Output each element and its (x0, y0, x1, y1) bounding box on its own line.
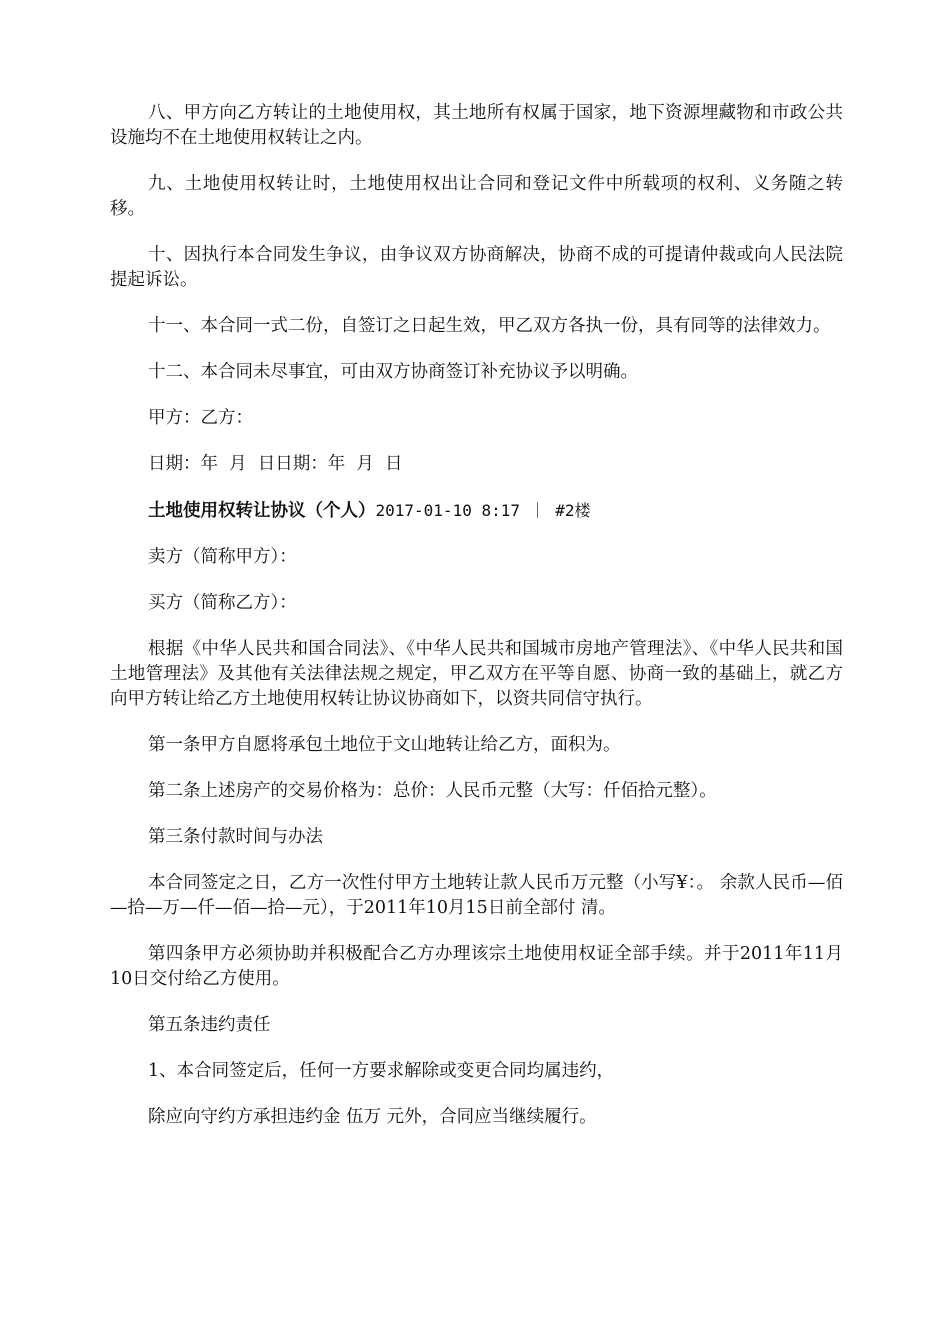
agreement-heading (110, 498, 843, 524)
clause-11: 十一、本合同一式二份，自签订之日起生效，甲乙双方各执一份，具有同等的法律效力。 (148, 316, 831, 336)
article-5-item-1-cont: 除应向守约方承担违约金 伍万 元外，合同应当继续履行。 (148, 1107, 597, 1127)
article-1: 第一条甲方自愿将承包土地位于文山地转让给乙方，面积为。 (148, 735, 621, 755)
article-3-heading: 第三条付款时间与办法 (148, 827, 323, 847)
article-5-heading: 第五条违约责任 (148, 1015, 271, 1035)
date-signature-line: 日期：年 月 日日期：年 月 日 (148, 454, 403, 474)
clause-9: 九、土地使用权转让时，土地使用权出让合同和登记文件中所载项的权利、义务随之转移。 (110, 174, 843, 219)
buyer-line: 买方（简称乙方）： (148, 593, 297, 613)
preamble: 根据《中华人民共和国合同法》、《中华人民共和国城市房地产管理法》、《中华人民共和国土地管理法》及其他有关法律法规之规定，甲乙双方在平等自愿、协商一致的基础上，就乙方向甲方转让给乙方土地使用权转让协议协商如下，以资共同信守执行。 (110, 639, 843, 709)
clause-8: 八、甲方向乙方转让的土地使用权，其土地所有权属于国家，地下资源埋藏物和市政公共设施均不在土地使用权转让之内。 (110, 103, 843, 148)
post-meta: 2017-01-10 8:17 ｜ #2楼 (375, 501, 591, 520)
document-page (110, 101, 843, 1151)
clause-10: 十、因执行本合同发生争议，由争议双方协商解决，协商不成的可提请仲裁或向人民法院提起诉讼。 (110, 245, 843, 290)
agreement-title: 土地使用权转让协议（个人） (148, 501, 376, 521)
article-2: 第二条上述房产的交易价格为：总价：人民币元整（大写：仟佰拾元整）。 (148, 781, 717, 801)
seller-line: 卖方（简称甲方）： (148, 547, 297, 567)
article-5-item-1: 1、本合同签定后，任何一方要求解除或变更合同均属违约， (148, 1061, 615, 1081)
clause-12: 十二、本合同未尽事宜，可由双方协商签订补充协议予以明确。 (148, 362, 638, 382)
article-3-body: 本合同签定之日，乙方一次性付甲方土地转让款人民币万元整（小写¥：。 余款人民币—佰—拾—万—仟—佰—拾—元），于2011年10月15日前全部付 清。 (110, 873, 843, 918)
party-signature-line: 甲方：乙方： (148, 408, 253, 428)
article-4: 第四条甲方必须协助并积极配合乙方办理该宗土地使用权证全部手续。并于2011年11月10日交付给乙方使用。 (110, 944, 843, 989)
